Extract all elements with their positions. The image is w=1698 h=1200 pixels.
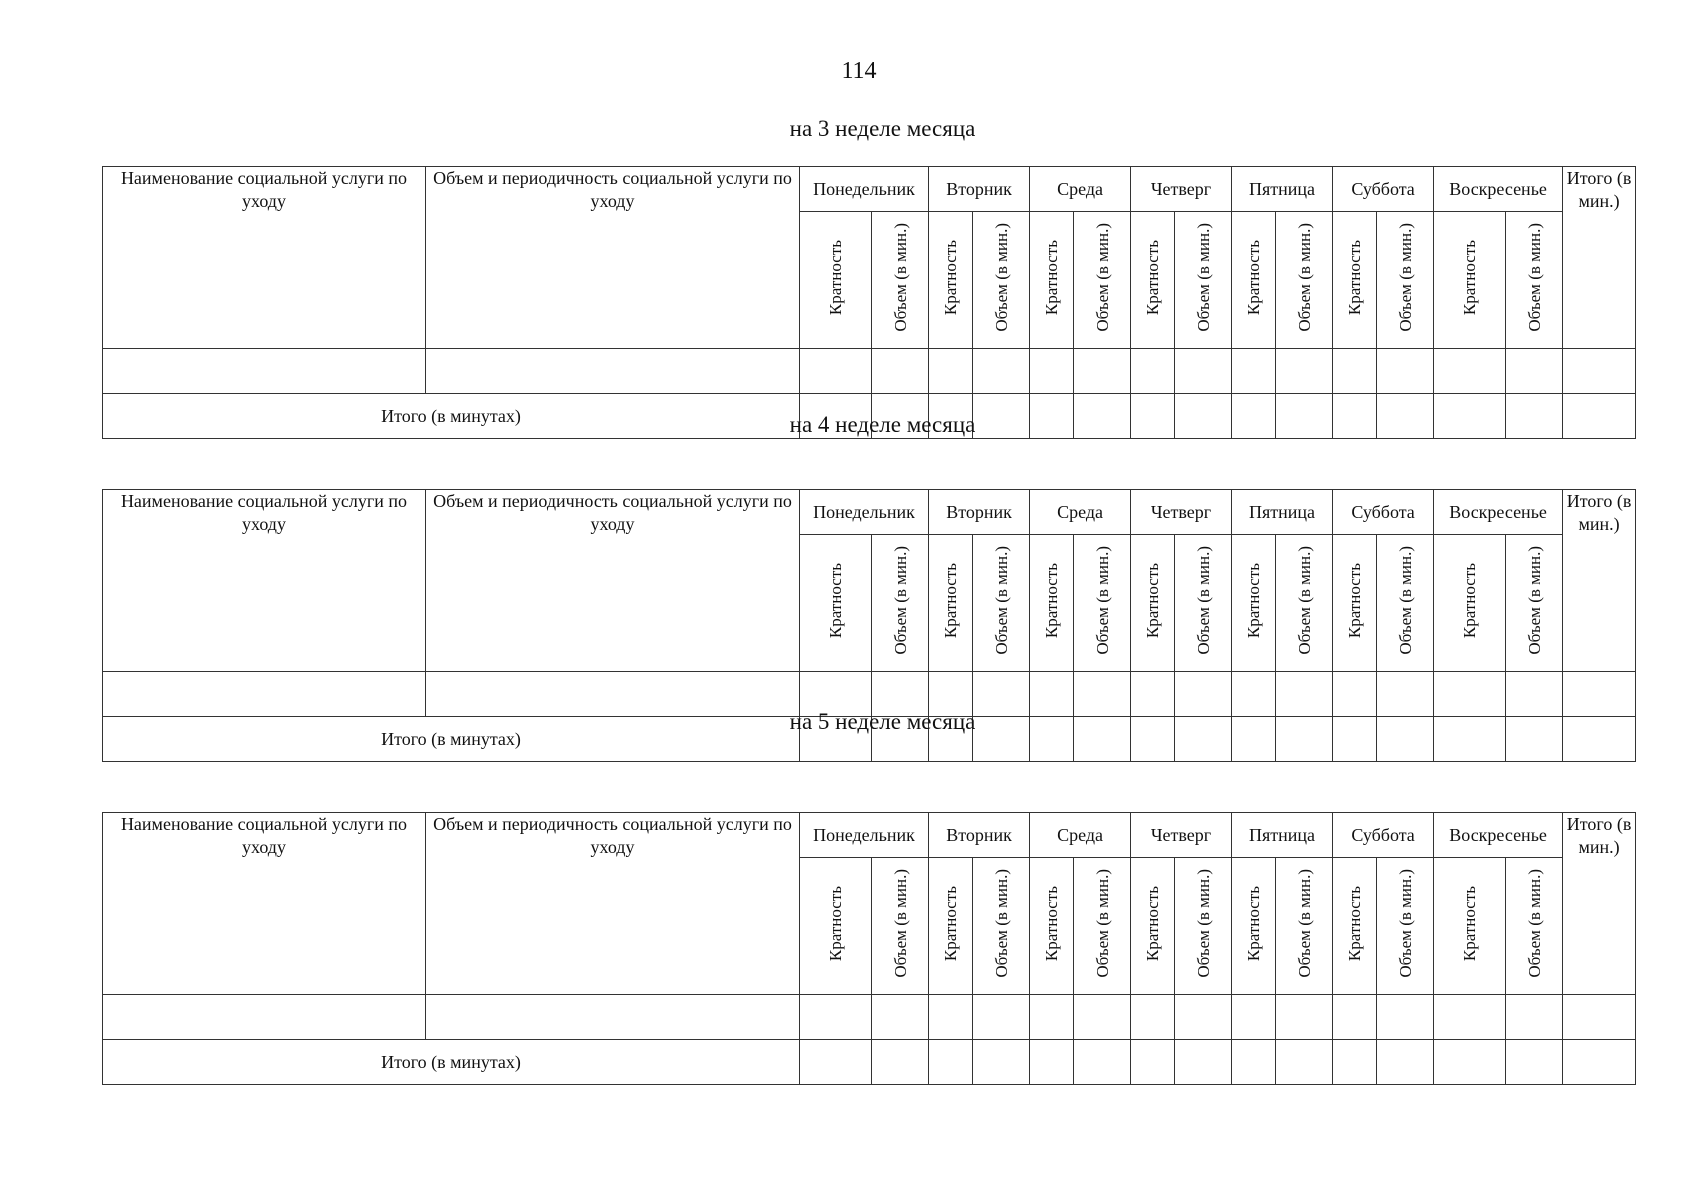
header-frequency <box>1434 858 1506 995</box>
total-row-label: Итого (в минутах) <box>103 717 800 762</box>
header-vertical-label: Объем (в мин.) <box>1294 223 1314 332</box>
data-cell[interactable] <box>872 349 929 394</box>
header-volume-min <box>973 858 1030 995</box>
data-cell[interactable] <box>1333 349 1377 394</box>
header-frequency <box>1131 212 1175 349</box>
data-cell[interactable] <box>1030 995 1074 1040</box>
header-vertical-label: Объем (в мин.) <box>1092 546 1112 655</box>
header-volume-min <box>973 212 1030 349</box>
header-volume-min <box>1377 535 1434 672</box>
header-vertical-label: Кратность <box>1042 239 1062 316</box>
header-vertical-label: Кратность <box>941 239 961 316</box>
data-cell[interactable] <box>1131 349 1175 394</box>
header-vertical-label: Кратность <box>1244 562 1264 639</box>
data-cell[interactable] <box>1377 349 1434 394</box>
header-frequency <box>800 535 872 672</box>
header-day: Среда <box>1030 167 1131 212</box>
table-row <box>103 995 1636 1040</box>
section-title: на 3 неделе месяца <box>789 116 976 141</box>
header-volume-min <box>872 535 929 672</box>
header-volume-min <box>1074 535 1131 672</box>
header-volume-min <box>1074 212 1131 349</box>
total-cell[interactable] <box>1563 1040 1636 1085</box>
header-volume-min <box>872 858 929 995</box>
data-cell[interactable] <box>1175 995 1232 1040</box>
header-vertical-label: Кратность <box>1143 562 1163 639</box>
header-vertical-label: Объем (в мин.) <box>1395 223 1415 332</box>
header-vertical-label: Объем (в мин.) <box>890 223 910 332</box>
data-cell[interactable] <box>426 995 800 1040</box>
header-day: Пятница <box>1232 813 1333 858</box>
header-day: Суббота <box>1333 167 1434 212</box>
header-volume-min <box>1175 212 1232 349</box>
total-cell[interactable] <box>1434 1040 1506 1085</box>
header-day: Воскресенье <box>1434 490 1563 535</box>
header-vertical-label: Кратность <box>1345 239 1365 316</box>
total-cell[interactable] <box>1506 1040 1563 1085</box>
header-frequency <box>1030 535 1074 672</box>
header-day: Понедельник <box>800 813 929 858</box>
data-cell[interactable] <box>800 995 872 1040</box>
header-vertical-label: Объем (в мин.) <box>1294 869 1314 978</box>
header-frequency <box>1030 858 1074 995</box>
header-frequency <box>1232 858 1276 995</box>
header-frequency <box>1333 858 1377 995</box>
data-cell[interactable] <box>800 349 872 394</box>
data-cell[interactable] <box>1030 349 1074 394</box>
page-number: 114 <box>841 58 877 84</box>
header-service-name: Наименование социальной услуги по уходу <box>103 490 426 672</box>
header-vertical-label: Кратность <box>1460 239 1480 316</box>
total-cell[interactable] <box>973 1040 1030 1085</box>
header-day: Понедельник <box>800 490 929 535</box>
header-day: Четверг <box>1131 813 1232 858</box>
header-vertical-label: Кратность <box>1042 562 1062 639</box>
header-day: Понедельник <box>800 167 929 212</box>
header-frequency <box>1131 535 1175 672</box>
header-vertical-label: Объем (в мин.) <box>890 546 910 655</box>
header-day: Пятница <box>1232 167 1333 212</box>
header-vertical-label: Кратность <box>1345 885 1365 962</box>
header-vertical-label: Кратность <box>1143 885 1163 962</box>
header-service-name: Наименование социальной услуги по уходу <box>103 813 426 995</box>
data-cell[interactable] <box>1074 349 1131 394</box>
total-cell[interactable] <box>1175 1040 1232 1085</box>
data-cell[interactable] <box>103 995 426 1040</box>
header-frequency <box>1434 212 1506 349</box>
total-cell[interactable] <box>1276 1040 1333 1085</box>
total-cell[interactable] <box>1131 1040 1175 1085</box>
header-volume-periodicity: Объем и периодичность социальной услуги по уходу <box>426 167 800 349</box>
header-day: Воскресенье <box>1434 813 1563 858</box>
data-cell[interactable] <box>1434 349 1506 394</box>
header-frequency <box>1232 212 1276 349</box>
data-cell[interactable] <box>1506 995 1563 1040</box>
data-cell[interactable] <box>1175 349 1232 394</box>
header-vertical-label: Кратность <box>1460 562 1480 639</box>
section-title: на 4 неделе месяца <box>789 412 976 437</box>
header-total: Итого (в мин.) <box>1563 813 1636 995</box>
header-volume-min <box>1175 858 1232 995</box>
data-cell[interactable] <box>1377 995 1434 1040</box>
header-service-name: Наименование социальной услуги по уходу <box>103 167 426 349</box>
header-frequency <box>800 858 872 995</box>
data-cell[interactable] <box>1074 995 1131 1040</box>
header-vertical-label: Объем (в мин.) <box>1294 546 1314 655</box>
total-row-label: Итого (в минутах) <box>103 394 800 439</box>
header-volume-min <box>1276 212 1333 349</box>
header-total: Итого (в мин.) <box>1563 167 1636 349</box>
data-cell[interactable] <box>1563 995 1636 1040</box>
header-vertical-label: Объем (в мин.) <box>1193 546 1213 655</box>
header-day: Воскресенье <box>1434 167 1563 212</box>
schedule-table <box>102 812 1636 1085</box>
header-day: Вторник <box>929 813 1030 858</box>
total-row-label: Итого (в минутах) <box>103 1040 800 1085</box>
total-cell[interactable] <box>872 1040 929 1085</box>
header-frequency <box>1030 212 1074 349</box>
header-volume-min <box>1506 212 1563 349</box>
total-cell[interactable] <box>929 1040 973 1085</box>
header-frequency <box>800 212 872 349</box>
data-cell[interactable] <box>872 995 929 1040</box>
header-day: Вторник <box>929 167 1030 212</box>
header-day: Пятница <box>1232 490 1333 535</box>
header-total: Итого (в мин.) <box>1563 490 1636 672</box>
header-vertical-label: Кратность <box>826 562 845 639</box>
table-row <box>103 349 1636 394</box>
header-frequency <box>929 858 973 995</box>
header-volume-min <box>1377 212 1434 349</box>
header-day: Среда <box>1030 813 1131 858</box>
header-frequency <box>1333 212 1377 349</box>
header-vertical-label: Объем (в мин.) <box>1092 869 1112 978</box>
header-vertical-label: Кратность <box>826 885 845 962</box>
section-title: на 5 неделе месяца <box>789 709 976 734</box>
data-cell[interactable] <box>1563 349 1636 394</box>
header-frequency <box>1131 858 1175 995</box>
header-frequency <box>929 212 973 349</box>
header-frequency <box>1333 535 1377 672</box>
header-day: Среда <box>1030 490 1131 535</box>
header-vertical-label: Объем (в мин.) <box>890 869 910 978</box>
header-volume-min <box>872 212 929 349</box>
total-cell[interactable] <box>1030 1040 1074 1085</box>
header-vertical-label: Объем (в мин.) <box>1092 223 1112 332</box>
data-cell[interactable] <box>929 995 973 1040</box>
header-frequency <box>929 535 973 672</box>
data-cell[interactable] <box>929 349 973 394</box>
data-cell[interactable] <box>1276 349 1333 394</box>
data-cell[interactable] <box>1276 995 1333 1040</box>
header-frequency <box>1434 535 1506 672</box>
header-volume-min <box>1276 535 1333 672</box>
total-cell[interactable] <box>1377 1040 1434 1085</box>
header-day: Четверг <box>1131 490 1232 535</box>
header-vertical-label: Кратность <box>1460 885 1480 962</box>
header-day: Четверг <box>1131 167 1232 212</box>
header-volume-min <box>1506 535 1563 672</box>
data-cell[interactable] <box>1333 995 1377 1040</box>
data-cell[interactable] <box>1434 995 1506 1040</box>
data-cell[interactable] <box>1232 349 1276 394</box>
header-vertical-label: Объем (в мин.) <box>991 869 1011 978</box>
header-vertical-label: Объем (в мин.) <box>1524 869 1544 978</box>
header-vertical-label: Объем (в мин.) <box>1395 546 1415 655</box>
total-row <box>103 1040 1636 1085</box>
header-vertical-label: Кратность <box>1244 885 1264 962</box>
header-vertical-label: Кратность <box>1143 239 1163 316</box>
data-cell[interactable] <box>1232 995 1276 1040</box>
total-cell[interactable] <box>800 1040 872 1085</box>
header-frequency <box>1232 535 1276 672</box>
header-vertical-label: Кратность <box>826 239 845 316</box>
header-volume-periodicity: Объем и периодичность социальной услуги по уходу <box>426 490 800 672</box>
header-volume-min <box>1074 858 1131 995</box>
header-volume-min <box>1506 858 1563 995</box>
header-vertical-label: Объем (в мин.) <box>1524 223 1544 332</box>
header-vertical-label: Объем (в мин.) <box>991 223 1011 332</box>
data-cell[interactable] <box>426 349 800 394</box>
total-cell[interactable] <box>1232 1040 1276 1085</box>
data-cell[interactable] <box>103 349 426 394</box>
data-cell[interactable] <box>973 349 1030 394</box>
data-cell[interactable] <box>973 995 1030 1040</box>
header-vertical-label: Объем (в мин.) <box>1193 869 1213 978</box>
header-volume-min <box>1377 858 1434 995</box>
data-cell[interactable] <box>1506 349 1563 394</box>
data-cell[interactable] <box>1131 995 1175 1040</box>
header-vertical-label: Кратность <box>941 885 961 962</box>
total-cell[interactable] <box>1333 1040 1377 1085</box>
header-day: Вторник <box>929 490 1030 535</box>
header-vertical-label: Объем (в мин.) <box>991 546 1011 655</box>
header-vertical-label: Кратность <box>1042 885 1062 962</box>
header-vertical-label: Объем (в мин.) <box>1193 223 1213 332</box>
header-volume-min <box>973 535 1030 672</box>
header-vertical-label: Кратность <box>941 562 961 639</box>
header-vertical-label: Кратность <box>1244 239 1264 316</box>
total-cell[interactable] <box>1074 1040 1131 1085</box>
header-vertical-label: Объем (в мин.) <box>1524 546 1544 655</box>
header-volume-periodicity: Объем и периодичность социальной услуги по уходу <box>426 813 800 995</box>
header-volume-min <box>1276 858 1333 995</box>
header-vertical-label: Объем (в мин.) <box>1395 869 1415 978</box>
header-volume-min <box>1175 535 1232 672</box>
header-day: Суббота <box>1333 490 1434 535</box>
header-vertical-label: Кратность <box>1345 562 1365 639</box>
schedule-table <box>102 166 1636 439</box>
header-day: Суббота <box>1333 813 1434 858</box>
